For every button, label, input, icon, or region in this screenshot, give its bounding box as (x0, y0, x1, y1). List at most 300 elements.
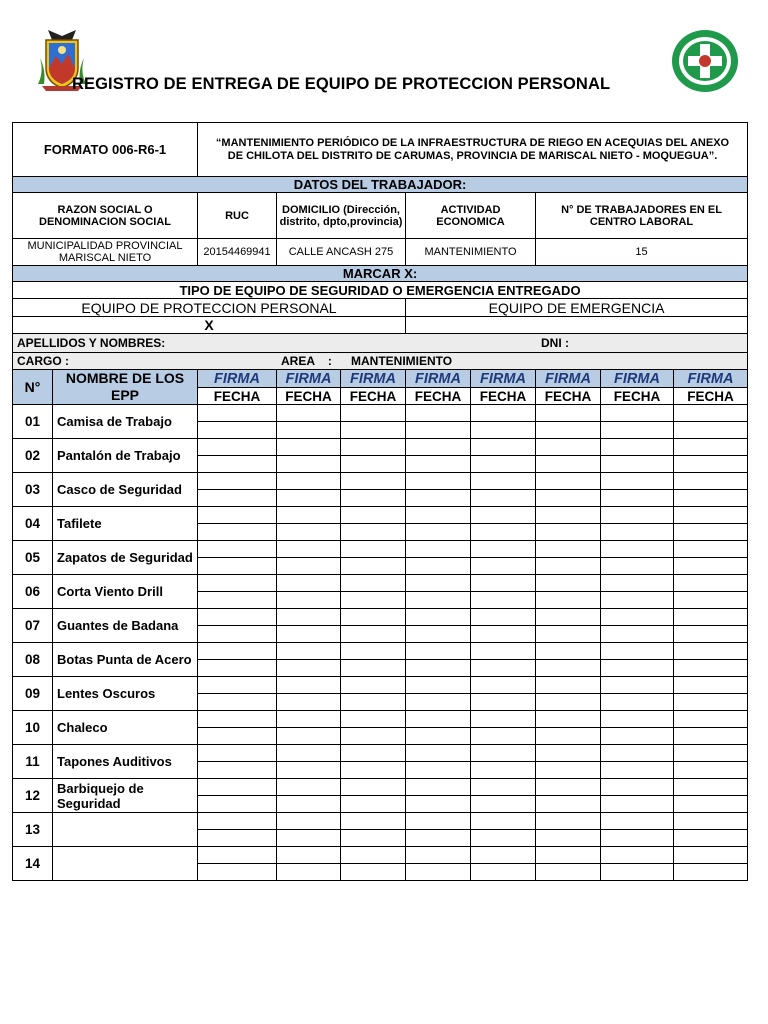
fecha-cell[interactable] (277, 796, 341, 813)
fecha-cell[interactable] (341, 864, 406, 881)
fecha-cell[interactable] (471, 592, 536, 609)
fecha-header: FECHA (471, 388, 536, 405)
firma-cell[interactable] (674, 507, 748, 524)
fecha-cell[interactable] (406, 558, 471, 575)
fecha-cell[interactable] (674, 660, 748, 677)
fecha-cell[interactable] (536, 864, 601, 881)
firma-cell[interactable] (601, 779, 674, 796)
firma-cell[interactable] (277, 677, 341, 694)
fecha-cell[interactable] (674, 762, 748, 779)
fecha-cell[interactable] (601, 524, 674, 541)
firma-cell[interactable] (198, 711, 277, 728)
item-number: 10 (13, 711, 53, 745)
fecha-cell[interactable] (601, 558, 674, 575)
firma-cell[interactable] (471, 609, 536, 626)
firma-cell[interactable] (471, 439, 536, 456)
table-row (13, 847, 748, 864)
item-name: Pantalón de Trabajo (53, 439, 198, 473)
firma-header: FIRMA (601, 370, 674, 388)
firma-cell[interactable] (198, 439, 277, 456)
firma-cell[interactable] (601, 847, 674, 864)
epp-option-label: EQUIPO DE PROTECCION PERSONAL (13, 299, 406, 317)
fecha-cell[interactable] (341, 762, 406, 779)
item-number: 12 (13, 779, 53, 813)
fecha-cell[interactable] (406, 830, 471, 847)
firma-cell[interactable] (341, 779, 406, 796)
fecha-cell[interactable] (601, 626, 674, 643)
firma-cell[interactable] (277, 541, 341, 558)
item-number: 04 (13, 507, 53, 541)
domicilio-header: DOMICILIO (Dirección, distrito, dpto,provincia) (277, 193, 406, 239)
item-name: Barbiquejo de Seguridad (53, 779, 198, 813)
fecha-cell[interactable] (406, 796, 471, 813)
item-number: 03 (13, 473, 53, 507)
firma-cell[interactable] (341, 813, 406, 830)
col-name-header: NOMBRE DE LOS EPP (53, 370, 198, 405)
firma-cell[interactable] (674, 609, 748, 626)
fecha-cell[interactable] (471, 762, 536, 779)
item-name (53, 813, 198, 847)
table-row (13, 575, 748, 592)
epp-items-body (13, 405, 748, 881)
firma-cell[interactable] (471, 405, 536, 422)
fecha-cell[interactable] (674, 830, 748, 847)
firma-cell[interactable] (406, 575, 471, 592)
table-row (13, 609, 748, 626)
fecha-cell[interactable] (341, 694, 406, 711)
firma-cell[interactable] (601, 439, 674, 456)
firma-cell[interactable] (406, 507, 471, 524)
firma-cell[interactable] (601, 507, 674, 524)
fecha-cell[interactable] (674, 490, 748, 507)
fecha-cell[interactable] (406, 762, 471, 779)
fecha-cell[interactable] (406, 456, 471, 473)
item-number: 13 (13, 813, 53, 847)
firma-cell[interactable] (536, 575, 601, 592)
fecha-cell[interactable] (674, 694, 748, 711)
fecha-cell[interactable] (198, 490, 277, 507)
area-label: AREA : (281, 354, 332, 368)
firma-cell[interactable] (674, 847, 748, 864)
fecha-cell[interactable] (341, 558, 406, 575)
fecha-cell[interactable] (601, 762, 674, 779)
firma-header: FIRMA (341, 370, 406, 388)
firma-cell[interactable] (341, 609, 406, 626)
fecha-cell[interactable] (341, 830, 406, 847)
firma-cell[interactable] (277, 507, 341, 524)
item-name: Chaleco (53, 711, 198, 745)
col-num-header: N° (13, 370, 53, 405)
fecha-cell[interactable] (601, 490, 674, 507)
firma-cell[interactable] (341, 575, 406, 592)
firma-cell[interactable] (471, 473, 536, 490)
dni-label: DNI : (541, 336, 569, 350)
table-row (13, 405, 748, 422)
fecha-cell[interactable] (198, 524, 277, 541)
fecha-cell[interactable] (601, 728, 674, 745)
fecha-header: FECHA (341, 388, 406, 405)
fecha-cell[interactable] (601, 592, 674, 609)
firma-cell[interactable] (471, 643, 536, 660)
fecha-cell[interactable] (471, 422, 536, 439)
firma-cell[interactable] (674, 575, 748, 592)
ruc-header: RUC (198, 193, 277, 239)
fecha-cell[interactable] (406, 728, 471, 745)
fecha-cell[interactable] (536, 830, 601, 847)
fecha-cell[interactable] (471, 694, 536, 711)
firma-cell[interactable] (198, 779, 277, 796)
firma-cell[interactable] (536, 609, 601, 626)
item-number: 14 (13, 847, 53, 881)
fecha-cell[interactable] (471, 728, 536, 745)
firma-cell[interactable] (198, 541, 277, 558)
fecha-cell[interactable] (536, 694, 601, 711)
fecha-cell[interactable] (406, 524, 471, 541)
emergencia-option-mark[interactable] (406, 317, 748, 334)
trabajadores-value: 15 (536, 239, 748, 266)
item-number: 01 (13, 405, 53, 439)
firma-cell[interactable] (406, 405, 471, 422)
fecha-cell[interactable] (198, 422, 277, 439)
fecha-cell[interactable] (674, 728, 748, 745)
firma-cell[interactable] (406, 439, 471, 456)
table-row (13, 779, 748, 796)
apellidos-row[interactable] (13, 334, 748, 353)
firma-cell[interactable] (277, 779, 341, 796)
fecha-cell[interactable] (341, 796, 406, 813)
firma-cell[interactable] (198, 575, 277, 592)
fecha-cell[interactable] (198, 762, 277, 779)
table-row (13, 813, 748, 830)
firma-cell[interactable] (601, 541, 674, 558)
firma-cell[interactable] (536, 745, 601, 762)
firma-cell[interactable] (341, 541, 406, 558)
datos-section-title: DATOS DEL TRABAJADOR: (13, 177, 748, 193)
firma-cell[interactable] (601, 643, 674, 660)
fecha-cell[interactable] (471, 456, 536, 473)
item-number: 09 (13, 677, 53, 711)
fecha-cell[interactable] (406, 592, 471, 609)
firma-cell[interactable] (471, 813, 536, 830)
fecha-cell[interactable] (406, 660, 471, 677)
firma-cell[interactable] (601, 677, 674, 694)
firma-cell[interactable] (536, 507, 601, 524)
razon-social-value: MUNICIPALIDAD PROVINCIAL MARISCAL NIETO (13, 239, 198, 266)
epp-option-mark[interactable]: X (13, 317, 406, 334)
firma-cell[interactable] (601, 711, 674, 728)
fecha-cell[interactable] (536, 626, 601, 643)
fecha-cell[interactable] (198, 694, 277, 711)
document-title: REGISTRO DE ENTREGA DE EQUIPO DE PROTECCION PERSONAL (72, 75, 611, 93)
firma-cell[interactable] (674, 711, 748, 728)
fecha-cell[interactable] (471, 490, 536, 507)
fecha-cell[interactable] (198, 660, 277, 677)
firma-cell[interactable] (406, 541, 471, 558)
fecha-cell[interactable] (674, 456, 748, 473)
firma-cell[interactable] (406, 643, 471, 660)
fecha-cell[interactable] (277, 592, 341, 609)
fecha-cell[interactable] (536, 592, 601, 609)
fecha-cell[interactable] (198, 456, 277, 473)
tipo-equipo-title: TIPO DE EQUIPO DE SEGURIDAD O EMERGENCIA ENTREGADO (13, 282, 748, 299)
firma-cell[interactable] (601, 575, 674, 592)
razon-social-header: RAZON SOCIAL O DENOMINACION SOCIAL (13, 193, 198, 239)
firma-cell[interactable] (277, 813, 341, 830)
firma-cell[interactable] (406, 847, 471, 864)
item-number: 06 (13, 575, 53, 609)
fecha-cell[interactable] (341, 592, 406, 609)
firma-cell[interactable] (674, 541, 748, 558)
firma-cell[interactable] (277, 609, 341, 626)
item-number: 02 (13, 439, 53, 473)
firma-cell[interactable] (674, 405, 748, 422)
firma-cell[interactable] (601, 813, 674, 830)
emergencia-option-label: EQUIPO DE EMERGENCIA (406, 299, 748, 317)
fecha-cell[interactable] (471, 864, 536, 881)
firma-cell[interactable] (277, 473, 341, 490)
fecha-cell[interactable] (674, 422, 748, 439)
firma-cell[interactable] (536, 541, 601, 558)
apellidos-label: APELLIDOS Y NOMBRES: (17, 336, 166, 350)
fecha-cell[interactable] (198, 728, 277, 745)
fecha-cell[interactable] (471, 626, 536, 643)
firma-cell[interactable] (471, 575, 536, 592)
cargo-row[interactable] (13, 353, 748, 370)
item-name: Botas Punta de Acero (53, 643, 198, 677)
fecha-cell[interactable] (341, 660, 406, 677)
fecha-cell[interactable] (277, 762, 341, 779)
fecha-cell[interactable] (198, 558, 277, 575)
firma-cell[interactable] (471, 779, 536, 796)
firma-cell[interactable] (406, 677, 471, 694)
firma-cell[interactable] (198, 473, 277, 490)
fecha-cell[interactable] (674, 524, 748, 541)
table-row (13, 745, 748, 762)
fecha-cell[interactable] (601, 456, 674, 473)
fecha-cell[interactable] (406, 626, 471, 643)
fecha-cell[interactable] (536, 456, 601, 473)
fecha-cell[interactable] (536, 796, 601, 813)
fecha-cell[interactable] (341, 456, 406, 473)
fecha-cell[interactable] (674, 626, 748, 643)
fecha-cell[interactable] (277, 728, 341, 745)
fecha-cell[interactable] (471, 660, 536, 677)
fecha-cell[interactable] (198, 830, 277, 847)
firma-header: FIRMA (471, 370, 536, 388)
firma-cell[interactable] (471, 507, 536, 524)
fecha-cell[interactable] (674, 558, 748, 575)
item-name (53, 847, 198, 881)
fecha-cell[interactable] (277, 660, 341, 677)
firma-cell[interactable] (536, 405, 601, 422)
firma-cell[interactable] (406, 745, 471, 762)
fecha-cell[interactable] (536, 422, 601, 439)
firma-cell[interactable] (674, 677, 748, 694)
formato-code: FORMATO 006-R6-1 (13, 123, 198, 177)
firma-cell[interactable] (406, 473, 471, 490)
firma-cell[interactable] (471, 847, 536, 864)
fecha-cell[interactable] (198, 796, 277, 813)
firma-cell[interactable] (277, 439, 341, 456)
fecha-cell[interactable] (277, 456, 341, 473)
fecha-cell[interactable] (674, 864, 748, 881)
fecha-cell[interactable] (277, 864, 341, 881)
firma-cell[interactable] (471, 541, 536, 558)
fecha-cell[interactable] (341, 626, 406, 643)
firma-cell[interactable] (536, 711, 601, 728)
firma-cell[interactable] (601, 609, 674, 626)
firma-cell[interactable] (198, 677, 277, 694)
fecha-cell[interactable] (601, 830, 674, 847)
fecha-cell[interactable] (341, 524, 406, 541)
fecha-cell[interactable] (601, 864, 674, 881)
fecha-cell[interactable] (601, 694, 674, 711)
fecha-cell[interactable] (536, 490, 601, 507)
domicilio-value: CALLE ANCASH 275 (277, 239, 406, 266)
fecha-cell[interactable] (277, 626, 341, 643)
fecha-cell[interactable] (341, 422, 406, 439)
item-name: Tafilete (53, 507, 198, 541)
firma-cell[interactable] (198, 745, 277, 762)
firma-cell[interactable] (536, 847, 601, 864)
item-name: Casco de Seguridad (53, 473, 198, 507)
fecha-cell[interactable] (471, 830, 536, 847)
firma-cell[interactable] (471, 745, 536, 762)
firma-cell[interactable] (277, 847, 341, 864)
fecha-cell[interactable] (536, 728, 601, 745)
fecha-cell[interactable] (341, 728, 406, 745)
firma-header: FIRMA (277, 370, 341, 388)
fecha-header: FECHA (601, 388, 674, 405)
fecha-cell[interactable] (536, 524, 601, 541)
fecha-cell[interactable] (601, 660, 674, 677)
epp-registry-form (12, 122, 748, 881)
firma-cell[interactable] (198, 609, 277, 626)
fecha-cell[interactable] (601, 796, 674, 813)
fecha-cell[interactable] (406, 490, 471, 507)
fecha-cell[interactable] (471, 558, 536, 575)
firma-header: FIRMA (674, 370, 748, 388)
firma-cell[interactable] (471, 711, 536, 728)
fecha-cell[interactable] (277, 490, 341, 507)
firma-cell[interactable] (277, 643, 341, 660)
firma-cell[interactable] (277, 405, 341, 422)
actividad-header: ACTIVIDAD ECONOMICA (406, 193, 536, 239)
actividad-value: MANTENIMIENTO (406, 239, 536, 266)
firma-cell[interactable] (674, 813, 748, 830)
firma-header: FIRMA (406, 370, 471, 388)
firma-cell[interactable] (341, 439, 406, 456)
firma-cell[interactable] (406, 779, 471, 796)
firma-cell[interactable] (674, 439, 748, 456)
fecha-cell[interactable] (471, 524, 536, 541)
firma-cell[interactable] (341, 643, 406, 660)
firma-cell[interactable] (341, 507, 406, 524)
fecha-header: FECHA (536, 388, 601, 405)
fecha-cell[interactable] (601, 422, 674, 439)
fecha-cell[interactable] (406, 694, 471, 711)
fecha-cell[interactable] (536, 558, 601, 575)
firma-cell[interactable] (198, 643, 277, 660)
fecha-cell[interactable] (674, 592, 748, 609)
fecha-cell[interactable] (536, 660, 601, 677)
item-name: Lentes Oscuros (53, 677, 198, 711)
firma-cell[interactable] (674, 643, 748, 660)
firma-cell[interactable] (277, 711, 341, 728)
firma-cell[interactable] (601, 745, 674, 762)
table-row (13, 473, 748, 490)
fecha-cell[interactable] (341, 490, 406, 507)
fecha-cell[interactable] (198, 864, 277, 881)
firma-cell[interactable] (674, 779, 748, 796)
marcar-title: MARCAR X: (13, 266, 748, 282)
table-row (13, 439, 748, 456)
fecha-cell[interactable] (198, 592, 277, 609)
firma-cell[interactable] (341, 847, 406, 864)
ruc-value: 20154469941 (198, 239, 277, 266)
firma-cell[interactable] (341, 677, 406, 694)
fecha-cell[interactable] (674, 796, 748, 813)
item-name: Camisa de Trabajo (53, 405, 198, 439)
firma-cell[interactable] (406, 813, 471, 830)
fecha-cell[interactable] (471, 796, 536, 813)
firma-cell[interactable] (674, 745, 748, 762)
firma-cell[interactable] (536, 813, 601, 830)
firma-cell[interactable] (198, 507, 277, 524)
fecha-cell[interactable] (277, 558, 341, 575)
fecha-cell[interactable] (277, 694, 341, 711)
firma-cell[interactable] (198, 405, 277, 422)
firma-cell[interactable] (406, 711, 471, 728)
table-row (13, 541, 748, 558)
firma-cell[interactable] (536, 643, 601, 660)
fecha-cell[interactable] (406, 422, 471, 439)
firma-cell[interactable] (601, 405, 674, 422)
firma-cell[interactable] (601, 473, 674, 490)
fecha-cell[interactable] (277, 524, 341, 541)
firma-header: FIRMA (536, 370, 601, 388)
firma-cell[interactable] (341, 745, 406, 762)
cargo-label: CARGO : (17, 354, 69, 368)
firma-cell[interactable] (341, 711, 406, 728)
firma-cell[interactable] (406, 609, 471, 626)
firma-cell[interactable] (536, 677, 601, 694)
firma-cell[interactable] (341, 473, 406, 490)
fecha-header: FECHA (406, 388, 471, 405)
fecha-cell[interactable] (277, 830, 341, 847)
firma-cell[interactable] (536, 779, 601, 796)
firma-cell[interactable] (341, 405, 406, 422)
firma-cell[interactable] (277, 575, 341, 592)
fecha-cell[interactable] (536, 762, 601, 779)
item-name: Guantes de Badana (53, 609, 198, 643)
item-name: Corta Viento Drill (53, 575, 198, 609)
item-number: 07 (13, 609, 53, 643)
firma-cell[interactable] (471, 677, 536, 694)
fecha-cell[interactable] (198, 626, 277, 643)
fecha-header: FECHA (198, 388, 277, 405)
firma-cell[interactable] (536, 473, 601, 490)
item-name: Zapatos de Seguridad (53, 541, 198, 575)
firma-cell[interactable] (277, 745, 341, 762)
fecha-cell[interactable] (277, 422, 341, 439)
firma-cell[interactable] (674, 473, 748, 490)
firma-cell[interactable] (198, 813, 277, 830)
firma-cell[interactable] (536, 439, 601, 456)
firma-cell[interactable] (198, 847, 277, 864)
fecha-cell[interactable] (406, 864, 471, 881)
item-name: Tapones Auditivos (53, 745, 198, 779)
